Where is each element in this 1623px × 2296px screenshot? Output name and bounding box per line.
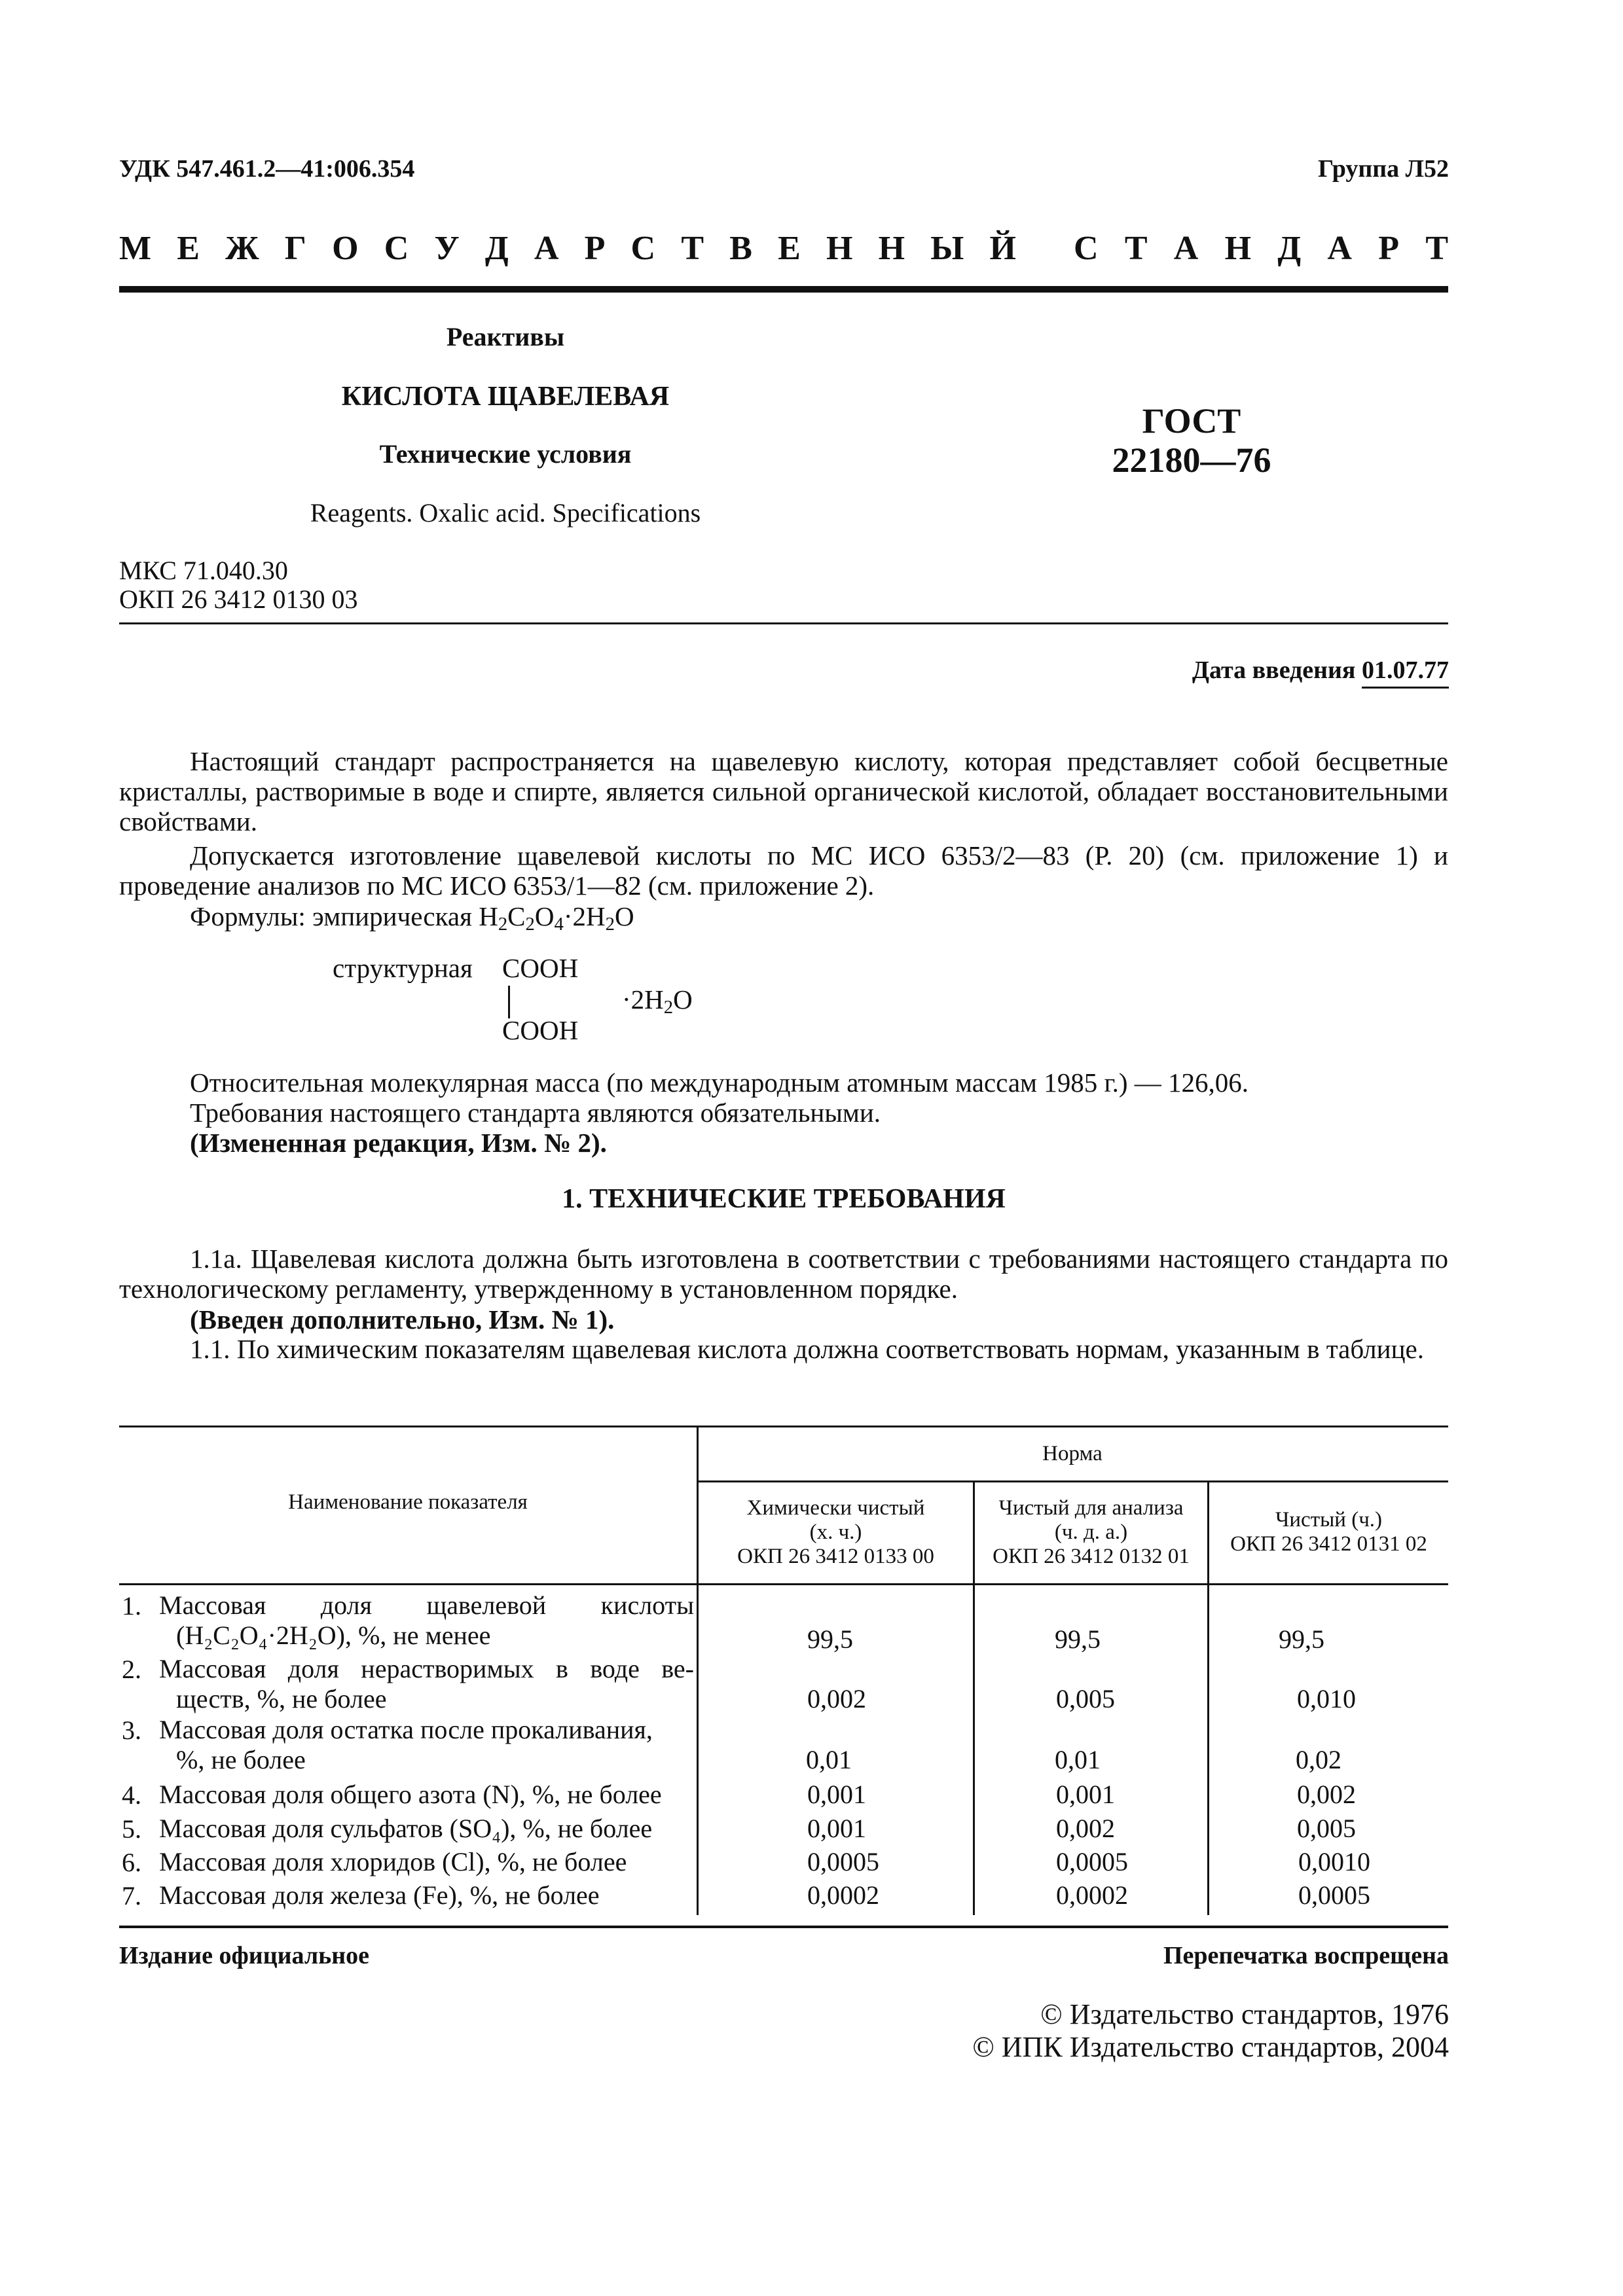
copyright-2004: © ИПК Издательство стандартов, 2004 (972, 2031, 1449, 2063)
table-cell: 99,5 (1279, 1624, 1324, 1654)
header-grade-analytical: Чистый для анализа (ч. д. а.) ОКП 26 3412 0132 01 (993, 1496, 1190, 1568)
table-cell: 0,005 (1297, 1814, 1356, 1843)
table-cell: 0,001 (807, 1814, 866, 1843)
amendment-note-1: (Введен дополнительно, Изм. № 1). (190, 1304, 615, 1335)
table-row-number: 3. (122, 1715, 141, 1745)
table-cell: 0,0010 (1298, 1847, 1370, 1876)
table-cell: 0,02 (1296, 1745, 1341, 1774)
amendment-note-2: (Измененная редакция, Изм. № 2). (190, 1128, 607, 1158)
reagents-label: Реактивы (446, 322, 565, 351)
table-row-label: Массовая доля нерастворимых в воде ве- (159, 1654, 694, 1683)
document-subtitle: Технические условия (379, 439, 632, 469)
cooh-top: COOH (502, 953, 579, 983)
copyright-1976: © Издательство стандартов, 1976 (1040, 1998, 1449, 2030)
table-bottom-rule (119, 1926, 1448, 1928)
table-cell: 0,002 (1056, 1814, 1115, 1843)
mks-code: МКС 71.040.30 (119, 556, 288, 585)
introduction-date (1192, 656, 1449, 685)
intro-paragraph-2: Допускается изготовление щавелевой кислоты по МС ИСО 6353/2—83 (Р. 20) (см. приложение 1) и проведение анализов по МС ИСО 6353/1—82 (см. приложение 2). (119, 840, 1448, 901)
document-title: КИСЛОТА ЩАВЕЛЕВАЯ (341, 382, 670, 412)
table-cell: 0,002 (807, 1684, 866, 1713)
table-row-label: Массовая доля щавелевой кислоты (159, 1590, 694, 1620)
header-norm: Норма (1042, 1442, 1103, 1465)
bond-line (508, 986, 510, 1018)
table-cell: 0,0002 (1056, 1880, 1128, 1910)
okp-code: ОКП 26 3412 0130 03 (119, 584, 358, 614)
intro-paragraph-1: Настоящий стандарт распространяется на щавелевую кислоту, которая представляет собой бесцветные кристаллы, растворимые в воде и спирте, является сильной органической кислотой, обладает восстановительными свойствами. (119, 746, 1448, 836)
paragraph-1-1a: 1.1а. Щавелевая кислота должна быть изготовлена в соответствии с требованиями настоящего стандарта по технологическому регламенту, утвержденному в установленном порядке. (119, 1244, 1448, 1304)
table-row-label-cont: ществ, %, не более (176, 1684, 387, 1713)
table-row-number: 5. (122, 1814, 141, 1844)
table-row-label-cont: %, не более (176, 1745, 306, 1774)
table-row-label: Массовая доля железа (Fe), %, не более (159, 1880, 600, 1910)
table-cell: 99,5 (1055, 1624, 1101, 1654)
table-cell: 0,001 (1056, 1780, 1115, 1809)
gost-number: 22180—76 (1112, 440, 1271, 480)
section-heading: 1. ТЕХНИЧЕСКИЕ ТРЕБОВАНИЯ (562, 1184, 1006, 1214)
table-row-number: 7. (122, 1881, 141, 1910)
udk-code: УДК 547.461.2—41:006.354 (119, 155, 415, 183)
banner-standard: С Т А Н Д А Р Т (1074, 230, 1448, 267)
table-norm-rule (697, 1480, 1448, 1482)
banner-interstate: М Е Ж Г О С У Д А Р С Т В Е Н Н Ы Й (119, 230, 1016, 267)
table-cell: 99,5 (807, 1624, 853, 1654)
paragraph-1-1: 1.1. По химическим показателям щавелевая кислота должна соответствовать нормам, указанным в таблице. (190, 1334, 1424, 1364)
table-cell: 0,0005 (1298, 1880, 1370, 1910)
structural-label: структурная (333, 953, 473, 983)
table-row-number: 1. (122, 1591, 141, 1621)
empirical-formula: Формулы: эмпирическая $H_2C_2O_4\cdot 2H_2O$ (190, 901, 634, 935)
mandatory-note: Требования настоящего стандарта являются обязательными. (190, 1098, 881, 1128)
cooh-bottom: COOH (502, 1015, 579, 1045)
table-header-rule (119, 1583, 1448, 1585)
table-cell: 0,001 (807, 1780, 866, 1809)
table-row-number: 2. (122, 1655, 141, 1684)
reprint-prohibited: Перепечатка воспрещена (1163, 1942, 1449, 1969)
molecular-mass: Относительная молекулярная масса (по международным атомным массам 1985 г.) — 126,06. (190, 1067, 1249, 1098)
table-cell: 0,01 (1055, 1745, 1101, 1774)
table-row-number: 6. (122, 1848, 141, 1877)
title-rule (119, 622, 1448, 624)
table-row-label: Массовая доля сульфатов (SO₄), %, не более (159, 1814, 653, 1843)
date-label: Дата введения (1192, 656, 1356, 684)
table-top-rule (119, 1426, 1448, 1427)
table-cell: 0,0005 (1056, 1847, 1128, 1876)
table-row-label: Массовая доля общего азота (N), %, не более (159, 1780, 662, 1809)
table-cell: 0,002 (1297, 1780, 1356, 1809)
header-grade-pure: Чистый (ч.) ОКП 26 3412 0131 02 (1230, 1508, 1427, 1556)
header-rule (119, 286, 1448, 293)
water-of-crystallization: $\cdot 2H_2O$ (622, 984, 693, 1018)
official-edition: Издание официальное (119, 1942, 370, 1969)
group-code: Группа Л52 (1317, 155, 1449, 183)
table-cell: 0,0002 (807, 1880, 879, 1910)
table-cell: 0,005 (1056, 1684, 1115, 1713)
table-row-label-cont: (H₂C₂O₄·2H₂O), %, не менее (176, 1621, 491, 1650)
header-grade-chemically-pure: Химически чистый (х. ч.) ОКП 26 3412 0133 00 (737, 1496, 934, 1568)
table-cell: 0,010 (1297, 1684, 1356, 1713)
table-cell: 0,0005 (807, 1847, 879, 1876)
table-row-number: 4. (122, 1780, 141, 1810)
gost-label: ГОСТ (1142, 401, 1241, 440)
table-row-label: Массовая доля остатка после прокаливания, (159, 1715, 653, 1744)
header-indicator-name: Наименование показателя (288, 1490, 528, 1514)
date-value: 01.07.77 (1362, 656, 1449, 689)
english-title: Reagents. Oxalic acid. Specifications (310, 498, 701, 528)
table-row-label: Массовая доля хлоридов (Cl), %, не более (159, 1847, 627, 1876)
table-cell: 0,01 (806, 1745, 852, 1774)
